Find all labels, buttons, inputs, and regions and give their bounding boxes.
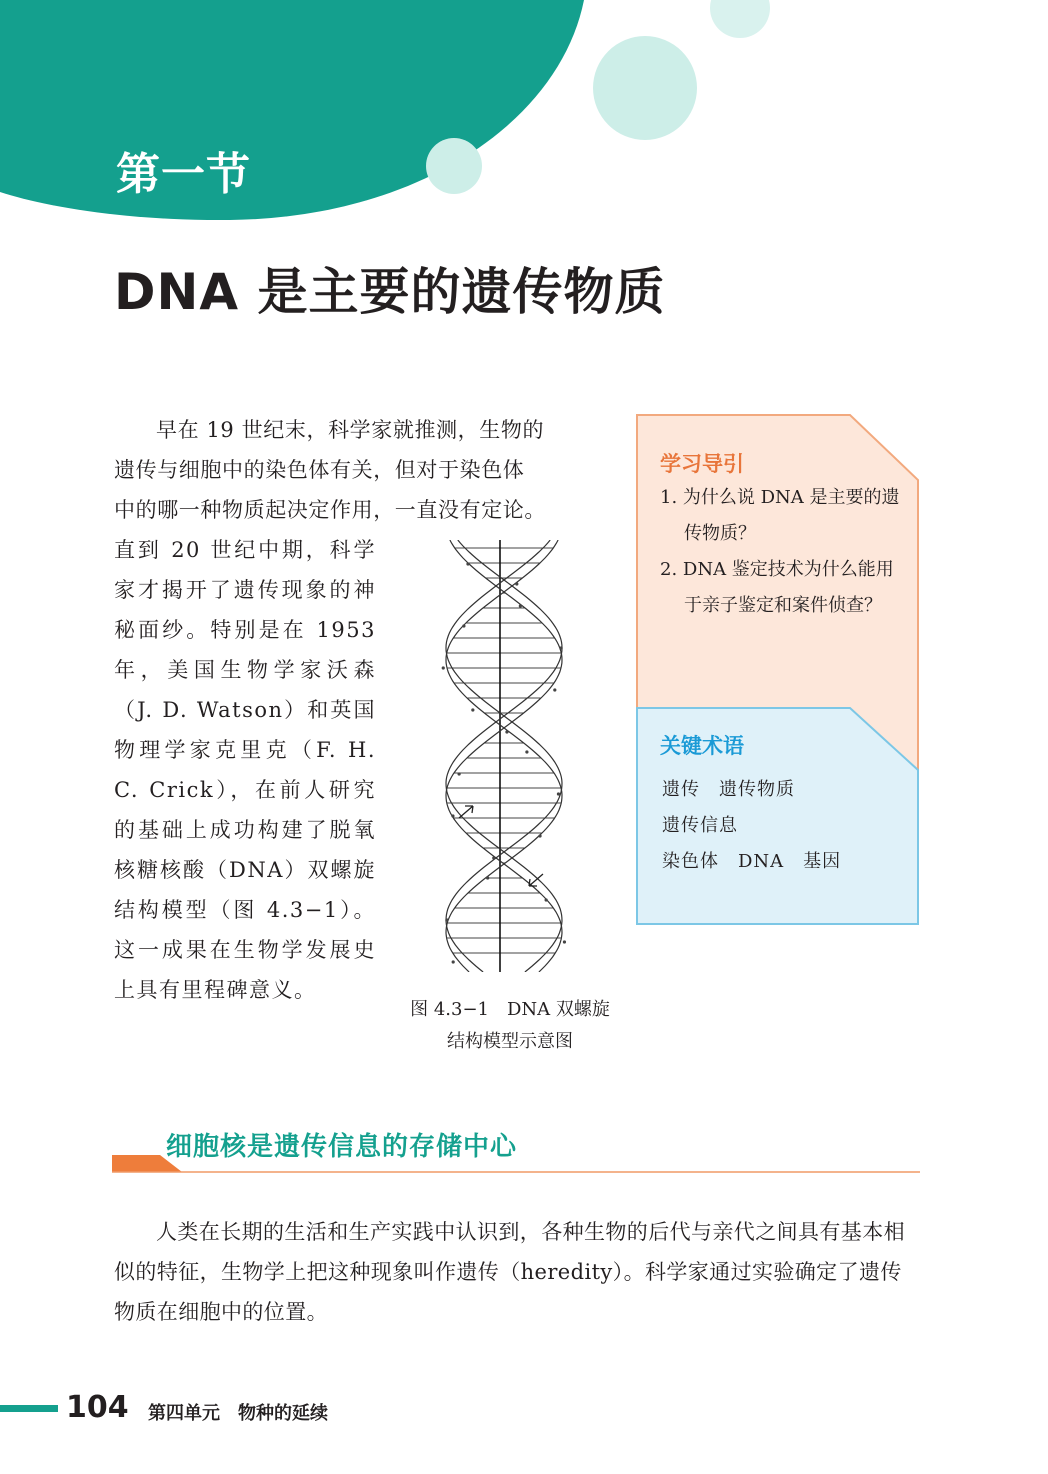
key-terms-heading: 关键术语 (660, 734, 744, 758)
backbone-dot (471, 708, 474, 711)
subsection-paragraph: 人类在长期的生活和生产实践中认识到，各种生物的后代与亲代之间具有基本相似的特征，生物学上把这种现象叫作遗传（heredity）。科学家通过实验确定了遗传物质在细胞中的位置。 (114, 1220, 905, 1324)
intro-paragraph-column (114, 530, 376, 1010)
sidebar-box (636, 414, 920, 926)
intro-paragraph-top (114, 410, 594, 530)
key-terms-line: 遗传信息 (662, 815, 738, 836)
backbone-dot (451, 814, 454, 817)
teal-arc-shape (0, 0, 584, 220)
strand-direction-arrow (459, 806, 473, 818)
backbone-dot (545, 898, 548, 901)
backbone-dot (557, 792, 560, 795)
backbone-dot (553, 688, 556, 691)
section-label: 第一节 (116, 149, 251, 200)
backbone-dot (505, 730, 508, 733)
intro-line: 早在 19 世纪末，科学家就推测，生物的 (156, 418, 545, 442)
subsection-marker-shape (112, 1155, 182, 1172)
backbone-dot (519, 604, 522, 607)
figure-caption-line: 结构模型示意图 (447, 1031, 573, 1052)
key-terms-list (662, 772, 902, 880)
key-terms-line: 遗传 遗传物质 (662, 779, 795, 800)
strand-direction-arrow (529, 874, 543, 886)
backbone-strand-edge (446, 540, 562, 972)
decor-circle-small (710, 0, 770, 38)
page-number: 104 (66, 1390, 129, 1425)
subsection-rule (112, 1152, 922, 1174)
backbone-dot (492, 856, 495, 859)
study-guide-list (660, 480, 900, 624)
backbone-dot (515, 582, 518, 585)
dna-figure (395, 540, 625, 1058)
backbone-dot (538, 834, 541, 837)
backbone-strand-edge (446, 540, 562, 972)
intro-line: 遗传与细胞中的染色体有关，但对于染色体 (114, 458, 525, 482)
backbone-dot (560, 646, 563, 649)
intro-line: 中的哪一种物质起决定作用，一直没有定论。 (114, 498, 546, 522)
figure-caption (395, 994, 625, 1058)
backbone-dot (445, 918, 448, 921)
footer-bar (0, 1405, 58, 1412)
subsection-body (114, 1212, 920, 1332)
header-decoration (0, 0, 1048, 240)
backbone-dot (442, 666, 445, 669)
backbone-strand-edge (446, 540, 562, 972)
unit-label: 第四单元 物种的延续 (148, 1403, 328, 1424)
decor-circle-large (593, 36, 697, 140)
key-terms-line: 染色体 DNA 基因 (662, 851, 842, 872)
study-guide-heading: 学习导引 (660, 452, 744, 476)
backbone-dot (563, 940, 566, 943)
backbone-dot (466, 562, 469, 565)
backbone-dot (458, 772, 461, 775)
subsection-heading: 细胞核是遗传信息的存储中心 (166, 1132, 518, 1162)
decor-circle-medium (426, 138, 482, 194)
page-title: DNA 是主要的遗传物质 (114, 263, 666, 321)
study-guide-item: 1. 为什么说 DNA 是主要的遗传物质？ (660, 487, 900, 544)
backbone-strand-edge (446, 540, 562, 972)
backbone-dot (525, 750, 528, 753)
figure-caption-line: 图 4.3−1 DNA 双螺旋 (410, 999, 610, 1020)
backbone-dot (486, 876, 489, 879)
backbone-dot (462, 624, 465, 627)
backbone-dot (452, 960, 455, 963)
dna-double-helix-illustration (429, 540, 579, 972)
intro-column-text: 直到 20 世纪中期，科学家才揭开了遗传现象的神秘面纱。特别是在 1953 年，美国生物学家沃森（J. D. Watson）和英国物理学家克里克（F. H. C. Crick），在前人研究的基础上成功构建了脱氧核糖核酸（DNA）双螺旋结构模型（图 4.3−1）。这一成果在生物学发展史上具有里程碑意义。 (114, 538, 376, 1002)
study-guide-item: 2. DNA 鉴定技术为什么能用于亲子鉴定和案件侦查？ (660, 559, 894, 616)
